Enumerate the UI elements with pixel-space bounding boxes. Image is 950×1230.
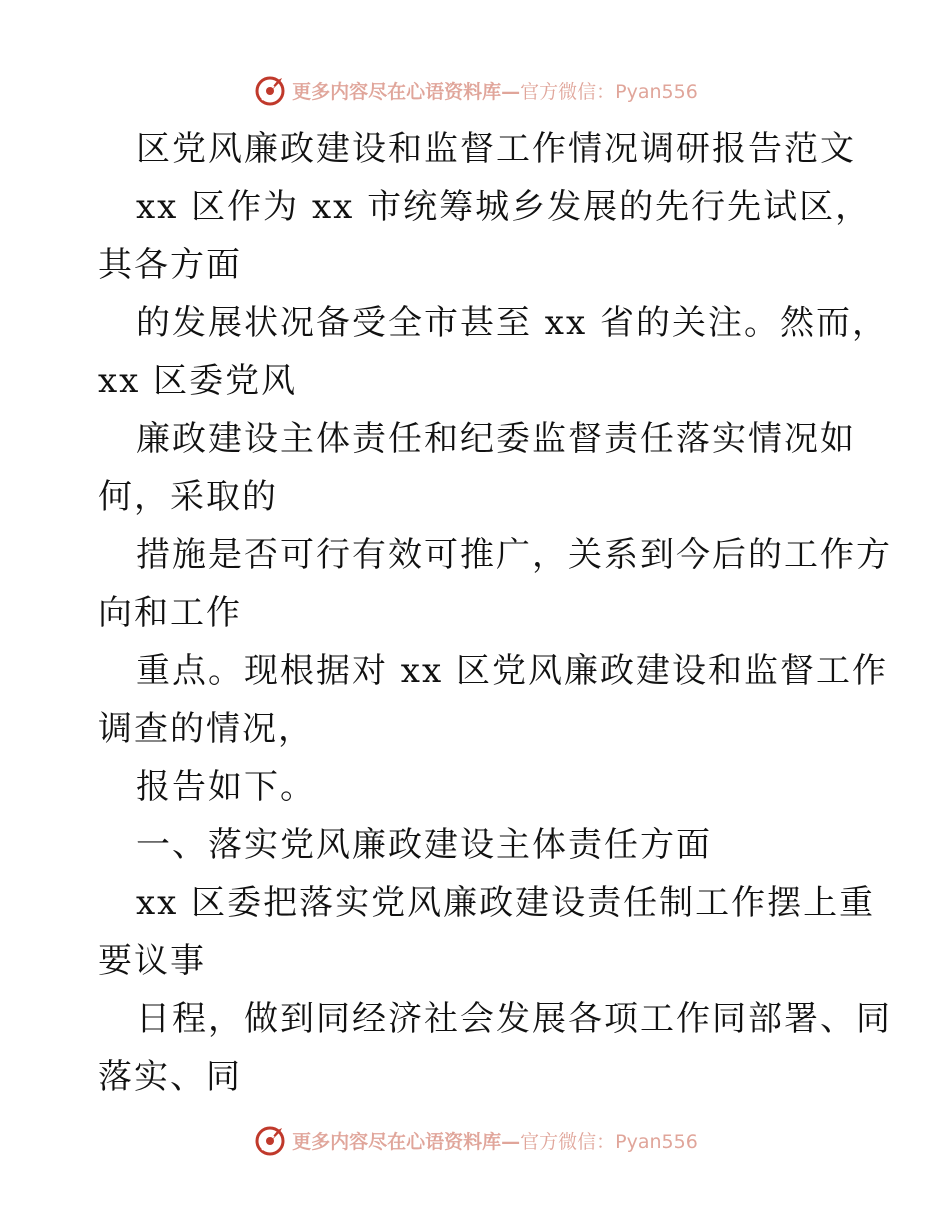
text-line: 向和工作 <box>98 593 242 633</box>
text-line: 重点。现根据对 xx 区党风廉政建设和监督工作 <box>136 651 888 691</box>
text-line: xx 区作为 xx 市统筹城乡发展的先行先试区， <box>136 187 872 227</box>
text-line: 其各方面 <box>98 245 242 285</box>
text-line: 报告如下。 <box>136 767 316 807</box>
text-line: xx 区委党风 <box>98 361 298 401</box>
footer-watermark <box>0 1120 950 1160</box>
header-watermark <box>0 70 950 110</box>
section-heading: 一、落实党风廉政建设主体责任方面 <box>136 825 712 865</box>
quill-logo-icon <box>252 72 288 108</box>
quill-logo-icon <box>252 1122 288 1158</box>
text-line: 廉政建设主体责任和纪委监督责任落实情况如 <box>136 419 856 459</box>
watermark-wechat-text: 官方微信：Pyan556 <box>520 80 698 103</box>
text-line: 调查的情况， <box>98 709 314 749</box>
text-line: 措施是否可行有效可推广，关系到今后的工作方 <box>136 535 892 575</box>
text-line: 落实、同 <box>98 1057 242 1097</box>
watermark-brand-text: 更多内容尽在心语资料库— <box>292 1130 521 1153</box>
document-title: 区党风廉政建设和监督工作情况调研报告范文 <box>136 129 856 169</box>
watermark-brand-text: 更多内容尽在心语资料库— <box>292 80 521 103</box>
text-line: 何，采取的 <box>98 477 278 517</box>
text-line: 日程，做到同经济社会发展各项工作同部署、同 <box>136 999 892 1039</box>
text-line: 的发展状况备受全市甚至 xx 省的关注。然而， <box>136 303 888 343</box>
document-body <box>98 120 892 1106</box>
text-line: 要议事 <box>98 941 206 981</box>
watermark-wechat-text: 官方微信：Pyan556 <box>520 1130 698 1153</box>
text-line: xx 区委把落实党风廉政建设责任制工作摆上重 <box>136 883 876 923</box>
